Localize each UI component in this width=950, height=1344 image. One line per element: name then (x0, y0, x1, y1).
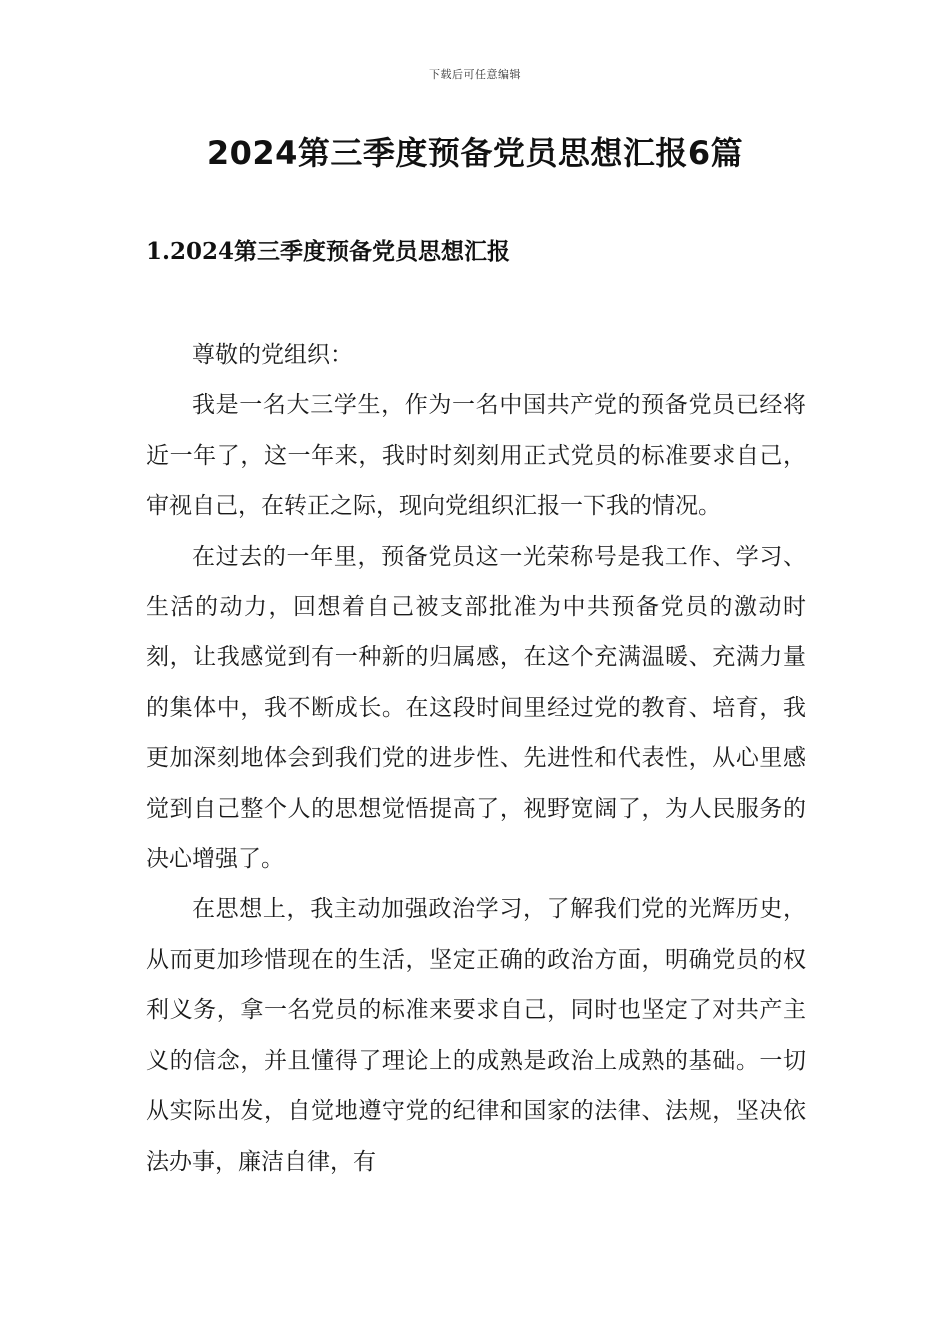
document-body (146, 330, 806, 1187)
paragraph-3: 在思想上，我主动加强政治学习，了解我们党的光辉历史，从而更加珍惜现在的生活，坚定正确的政治方面，明确党员的权利义务，拿一名党员的标准来要求自己，同时也坚定了对共产主义的信念，并且懂得了理论上的成熟是政治上成熟的基础。一切从实际出发，自觉地遵守党的纪律和国家的法律、法规，坚决依法办事，廉洁自律，有 (146, 896, 806, 1175)
section-heading: 1.2024第三季度预备党员思想汇报 (146, 238, 511, 265)
document-title: 2024第三季度预备党员思想汇报6篇 (206, 134, 744, 172)
salutation: 尊敬的党组织： (192, 342, 353, 368)
paragraph-2: 在过去的一年里，预备党员这一光荣称号是我工作、学习、生活的动力，回想着自己被支部批准为中共预备党员的激动时刻，让我感觉到有一种新的归属感，在这个充满温暖、充满力量的集体中，我不断成长。在这段时间里经过党的教育、培育，我更加深刻地体会到我们党的进步性、先进性和代表性，从心里感觉到自己整个人的思想觉悟提高了，视野宽阔了，为人民服务的决心增强了。 (146, 543, 806, 873)
header-note: 下载后可任意编辑 (429, 68, 521, 81)
paragraph-1: 我是一名大三学生，作为一名中国共产党的预备党员已经将近一年了，这一年来，我时时刻刻用正式党员的标准要求自己，审视自己，在转正之际，现向党组织汇报一下我的情况。 (146, 392, 806, 520)
